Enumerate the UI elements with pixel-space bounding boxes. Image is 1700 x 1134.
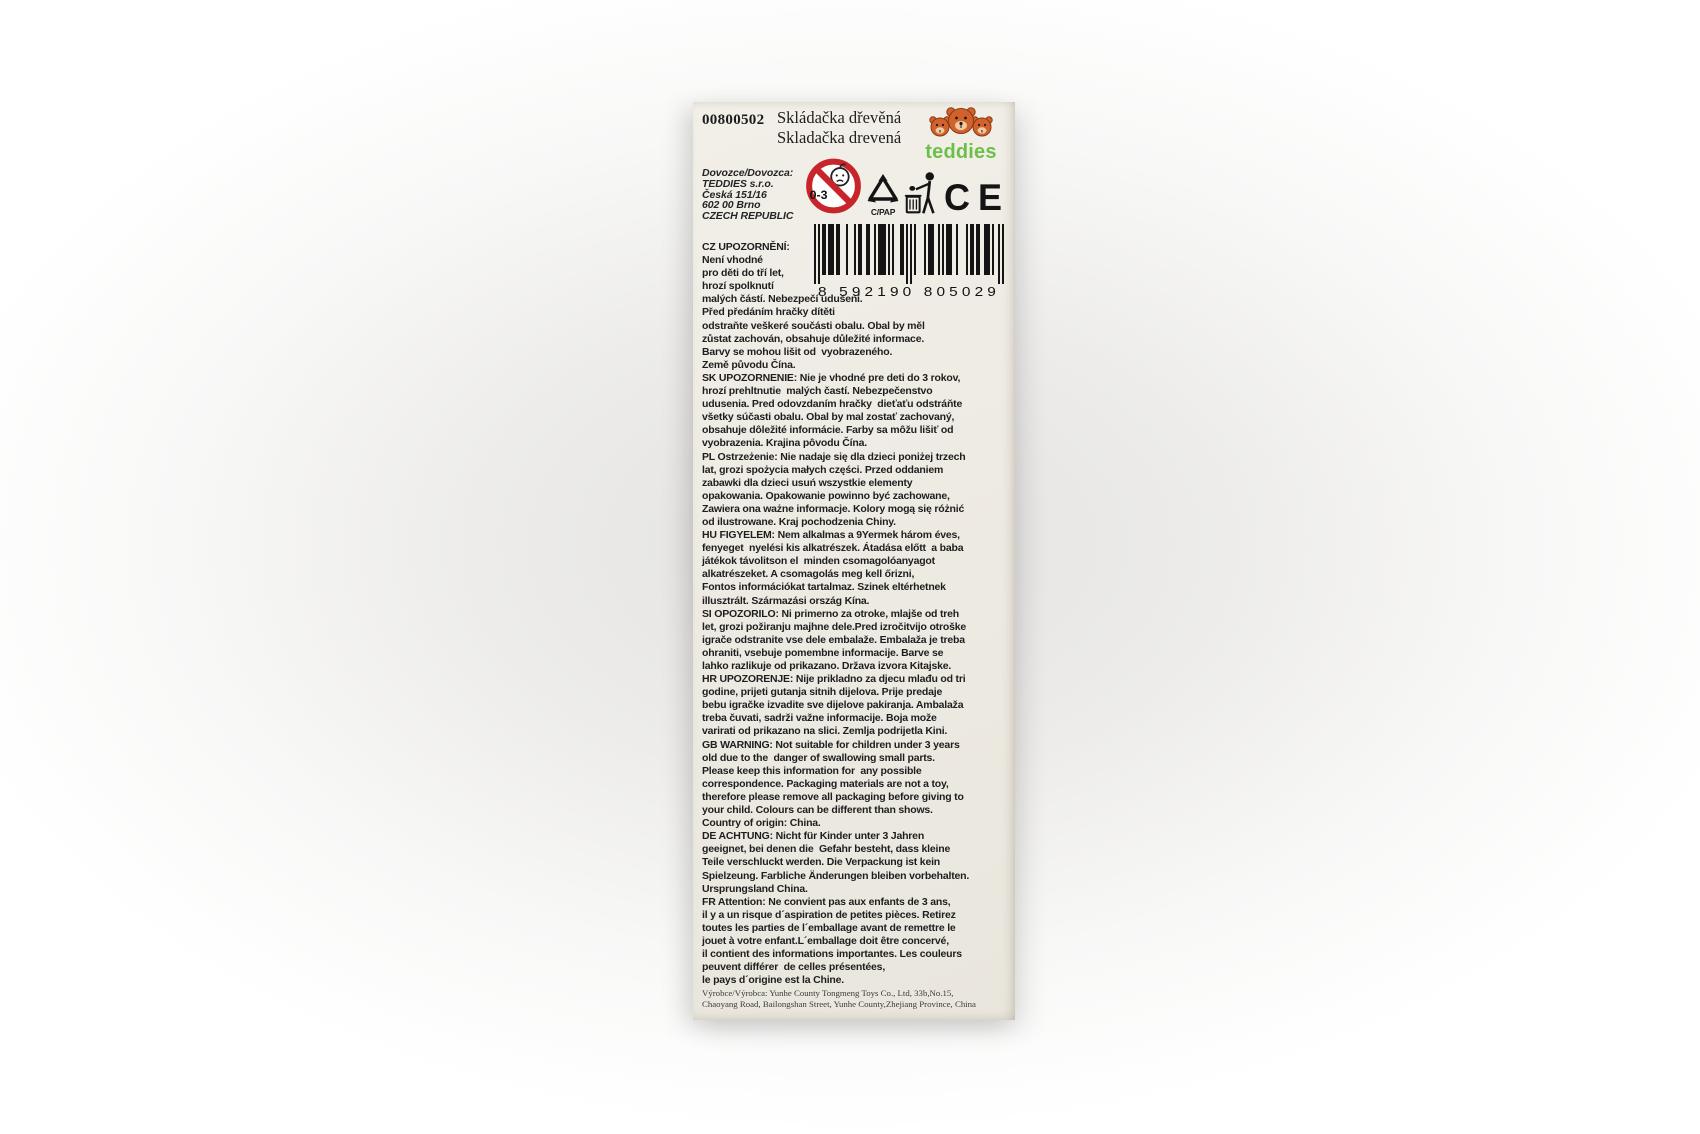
- warning-line: vyobrazenia. Krajina pôvodu Čína.: [702, 437, 867, 450]
- warning-line: SK UPOZORNENIE: Nie je vhodné pre deti do 3 rokov,: [702, 371, 961, 384]
- warning-line: FR Attention: Ne convient pas aux enfants de 3 ans,: [702, 895, 951, 908]
- warning-line: HR UPOZORENJE: Nije prikladno za djecu mlađu od tri: [702, 673, 966, 686]
- product-title-sk: Skladačka drevená: [777, 128, 902, 147]
- recycling-triangle-icon: [867, 174, 899, 203]
- warning-line: Zawiera ona ważne informacje. Kolory mogą się różnić: [702, 502, 965, 515]
- warning-line: fenyeget nyelési kis alkatrészek. Átadása előtt a baba: [702, 542, 964, 555]
- brand-name: teddies: [925, 141, 997, 163]
- warning-line: CZ UPOZORNĚNÍ:: [702, 241, 790, 253]
- warning-line: jouet à votre enfant.L´emballage doit être concervé,: [702, 934, 949, 947]
- warning-line: zůstat zachován, obsahuje důležité informace.: [702, 332, 925, 345]
- warning-line: alkatrészeket. A csomagolás meg kell őrizni,: [702, 568, 915, 581]
- warning-line: treba čuvati, sadrži važne informacije. Boja može: [702, 712, 937, 725]
- warning-line: PL Ostrzeżenie: Nie nadaje się dla dzieci poniżej trzech: [702, 450, 966, 463]
- warning-line: hrozí prehltnutie malých častí. Nebezpečenstvo: [702, 385, 933, 398]
- warning-line: peuvent différer de celles présentées,: [702, 961, 886, 974]
- product-code: 00800502: [702, 112, 765, 128]
- barcode-digits: 8 592190 805029: [818, 284, 1000, 299]
- warning-line: malých částí. Nebezpečí udušení.: [702, 293, 863, 306]
- recycle-icon-block: [867, 174, 899, 217]
- warning-line: therefore please remove all packaging before giving to: [702, 790, 964, 803]
- manufacturer-note: [702, 988, 1008, 1010]
- warning-line: lat, grozi spożycia małych części. Przed oddaniem: [702, 463, 944, 476]
- warning-line: Barvy se mohou lišit od vyobrazeného.: [702, 345, 893, 358]
- warning-line: varirati od prikazano na slici. Zemlja podrijetla Kini.: [702, 725, 948, 738]
- product-label: [693, 102, 1015, 1020]
- importer-lines: [702, 179, 793, 222]
- warning-line: Please keep this information for any possible: [702, 764, 922, 777]
- importer-line: Česká 151/16: [702, 188, 767, 201]
- importer-heading: Dovozce/Dovozca:: [702, 167, 794, 179]
- warning-line: GB WARNING: Not suitable for children under 3 years: [702, 738, 960, 751]
- age-warning-text: 0-3: [809, 187, 828, 202]
- product-titles: [777, 108, 901, 148]
- warning-line: HU FIGYELEM: Nem alkalmas a 9Yermek három éves,: [702, 529, 960, 542]
- warning-line: játékok távolitson el minden csomagolóanyagot: [702, 555, 935, 568]
- importer-line: TEDDIES s.r.o.: [702, 177, 774, 190]
- importer-line: CZECH REPUBLIC: [702, 210, 794, 223]
- importer-line: 602 00 Brno: [702, 199, 761, 212]
- warning-line: Teile verschluckt werden. Die Verpackung ist kein: [702, 856, 941, 869]
- importer-block: [702, 168, 793, 222]
- warning-line: illusztrált. Származási ország Kína.: [702, 594, 870, 607]
- warning-line: obsahuje dôležité informácie. Farby sa môžu lišiť od: [702, 424, 954, 437]
- warning-line: DE ACHTUNG: Nicht für Kinder unter 3 Jahren: [702, 830, 925, 843]
- warnings-text: [702, 241, 1008, 987]
- warning-line: Spielzeung. Farbliche Änderungen bleiben vorbehalten.: [702, 869, 970, 882]
- warning-line: godine, prijeti gutanja sitnih dijelova. Prije predaje: [702, 686, 943, 699]
- warning-line: Country of origin: China.: [702, 817, 821, 830]
- warning-line: všetky súčasti obalu. Obal by mal zostať zachovaný,: [702, 411, 955, 424]
- warning-line: le pays d´origine est la Chine.: [702, 974, 845, 987]
- warning-line: pro děti do tří let,: [702, 267, 784, 280]
- warning-line: hrozí spolknutí: [702, 280, 774, 293]
- warning-line: Fontos információkat tartalmaz. Szinek eltérhetnek: [702, 581, 946, 594]
- warning-line: toutes les parties de l´emballage avant de remettre le: [702, 921, 956, 934]
- warning-line: opakowania. Opakowanie powinno być zachowane,: [702, 489, 950, 502]
- warning-line: igrače odstranite vse dele embalaže. Embalaža je treba: [702, 633, 965, 646]
- warning-line: zabawki dla dzieci usuń wszystkie elementy: [702, 476, 913, 489]
- warning-line: correspondence. Packaging materials are not a toy,: [702, 777, 949, 790]
- manufacturer-line: Výrobce/Výrobca: Yunhe County Tongmeng Toys Co., Ltd, 33b,No.15,: [702, 988, 954, 998]
- warning-line: let, grozi požiranju majhne dele.Pred izročitvijo otroške: [702, 620, 966, 633]
- warning-line: od ilustrowane. Kraj pochodzenia Chiny.: [702, 515, 896, 528]
- tidy-man-icon: [904, 167, 939, 219]
- warning-line: Ursprungsland China.: [702, 882, 808, 895]
- warning-line: il contient des informations importantes. Les couleurs: [702, 948, 962, 961]
- compliance-icons: [805, 152, 1010, 219]
- warning-line: odstraňte veškeré součásti obalu. Obal by měl: [702, 319, 925, 332]
- warning-line: Země původu Čína.: [702, 358, 796, 371]
- manufacturer-line: Chaoyang Road, Bailongshan Street, Yunhe County,Zhejiang Province, China: [702, 999, 976, 1009]
- warning-line: old due to the danger of swallowing small parts.: [702, 751, 935, 764]
- warning-line: SI OPOZORILO: Ni primerno za otroke, mlajše od treh: [702, 607, 960, 620]
- age-warning-0-3-icon: [805, 155, 862, 217]
- teddy-bears-icon: [921, 106, 1001, 139]
- warning-line: ohraniti, vsebuje pomembne informacije. Barve se: [702, 646, 944, 659]
- product-title-cz: Skládačka dřevěná: [777, 108, 902, 127]
- warning-line: bebu igračke izvadite sve dijelove pakiranja. Ambalaža: [702, 699, 964, 712]
- warning-line: lahko razlikuje od prikazano. Država izvora Kitajske.: [702, 660, 952, 672]
- warning-line: udusenia. Pred odovzdaním hračky dieťaťu odstráňte: [702, 398, 963, 411]
- warning-line: Není vhodné: [702, 254, 763, 267]
- warning-line: geeignet, bei denen die Gefahr besteht, dass kleine: [702, 843, 951, 856]
- recycle-material-code: C/PAP: [870, 207, 896, 217]
- warning-line: Před předáním hračky dítěti: [702, 306, 835, 319]
- warning-line: your child. Colours can be different than shows.: [702, 804, 933, 817]
- ce-mark: CE: [943, 176, 1010, 219]
- warning-line: il y a un risque d´aspiration de petites pièces. Retirez: [702, 908, 956, 921]
